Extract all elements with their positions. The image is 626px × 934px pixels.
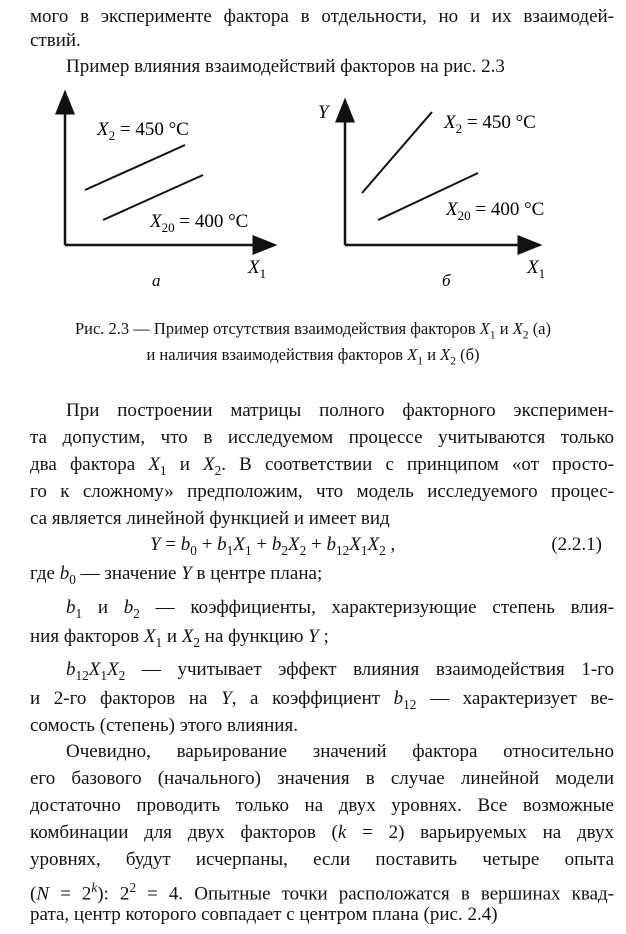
- label-x20-400-a: $X_{20} = 400$ °C: [150, 211, 249, 235]
- definition-b1-b2-line-1: $b_1$ и $b_2$ — коэффициенты, характеризующие степень влия-: [66, 597, 615, 621]
- definition-b12-line-2: и 2-го факторов на Y, а коэффициент $b_{12}$ — характеризует ве-: [30, 688, 614, 712]
- label-x2-450-b: $X_2 = 450$ °C: [444, 112, 536, 136]
- text-line-p2-7: рата, центр которого совпадает с центром плана (рис. 2.4): [30, 904, 498, 925]
- figure-panel-a: [65, 102, 266, 290]
- label-x20-400-b: $X_{20} = 400$ °C: [446, 199, 545, 223]
- text-line-2: ствий.: [30, 30, 81, 51]
- text-line-p2-4: комбинации для двух факторов (k = 2) варьируемых на двух: [30, 822, 614, 843]
- definition-b12-line-1: $b_{12}X_1X_2$ — учитывает эффект влияния взаимодействия 1-го: [66, 659, 614, 683]
- text-line-p1-5: са является линейной функцией и имеет вид: [30, 508, 390, 529]
- panel-label-a: а: [152, 271, 161, 290]
- text-line-p1-2: та допустим, что в исследуемом процессе учитываются только: [30, 427, 614, 448]
- text-line-1: мого в эксперименте фактора в отдельности, но и их взаимодей-: [30, 6, 614, 27]
- definition-b0: где $b_0$ — значение Y в центре плана;: [30, 563, 323, 587]
- equation-number: (2.2.1): [551, 534, 602, 555]
- text-line-p2-5: уровнях, будут исчерпаны, если поставить четыре опыта: [30, 849, 614, 870]
- figure-panel-b: [318, 102, 545, 290]
- text-line-p2-2: его базового (начального) значения в случае линейной модели: [30, 768, 614, 789]
- text-line-p1-4: го к сложному» предположим, что модель исследуемого процес-: [30, 481, 614, 502]
- text-line-p1-1: При построении матрицы полного факторного эксперимен-: [66, 400, 614, 421]
- figure-2-3: [0, 90, 626, 300]
- text-line-p2-1: Очевидно, варьирование значений фактора относительно: [66, 741, 614, 762]
- axis-label-x1-b: $X_1$: [527, 257, 546, 281]
- equation-2-2-1: $Y = b_0 + b_1X_1 + b_2X_2 + b_{12}X_1X_2$ , (2.2.1): [150, 534, 602, 558]
- label-x2-450-a: $X_2 = 450$ °C: [97, 119, 189, 143]
- text-line-p2-6: $(N = 2^k)$: $2^2 = 4$. Опытные точки расположатся в вершинах квад-: [30, 880, 615, 905]
- figure-caption-line-1: Рис. 2.3 — Пример отсутствия взаимодействия факторов $X_1$ и $X_2$ (а): [74, 319, 552, 342]
- line-x2-450-b: [362, 112, 432, 193]
- text-line-p2-3: достаточно проводить только на двух уровнях. Все возможные: [30, 795, 614, 816]
- line-x2-450-a: [85, 145, 185, 190]
- text-line-3: Пример влияния взаимодействий факторов на рис. 2.3: [66, 56, 505, 77]
- axis-label-x1-a: $X_1$: [248, 257, 267, 281]
- definition-b12-line-3: сомость (степень) этого влияния.: [30, 715, 298, 736]
- axis-label-y-b: Y: [318, 102, 329, 123]
- figure-caption-line-2: и наличия взаимодействия факторов $X_1$ и $X_2$ (б): [146, 345, 480, 368]
- text-line-p1-3: два фактора $X_1$ и $X_2$. В соответствии с принципом «от просто-: [30, 454, 615, 478]
- panel-label-b: б: [442, 271, 451, 290]
- definition-b1-b2-line-2: ния факторов $X_1$ и $X_2$ на функцию Y ;: [30, 626, 329, 650]
